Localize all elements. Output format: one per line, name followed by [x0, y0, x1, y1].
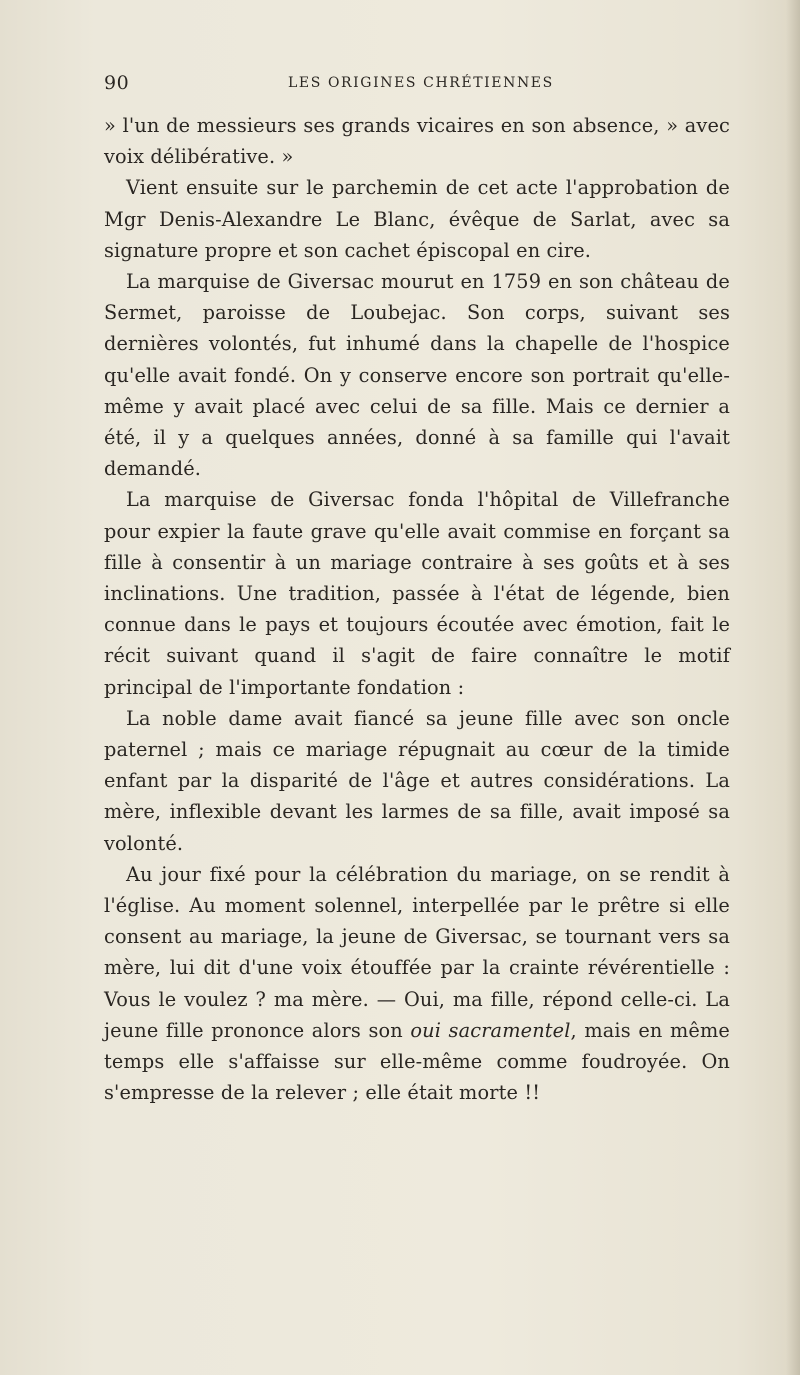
- page-number: 90: [104, 72, 130, 94]
- paragraph-engagement: La noble dame avait fiancé sa jeune fille avec son oncle paternel ; mais ce mariage répugnait au cœur de la timide enfant par la disparité de l'âge et autres considérations. La mère, inflexible devant les larmes de sa fille, avait imposé sa volonté.: [104, 706, 730, 855]
- page-header: [104, 72, 730, 98]
- paragraph-wedding: [104, 859, 730, 1109]
- paragraph-wedding-text-start: Au jour fixé pour la célébration du mariage, on se rendit à l'église. Au moment solennel, interpellée par le prêtre si elle consent au mariage, la jeune de Giversac, se tournant vers sa mère, lui dit d'une voix étouffée par la crainte révérentielle : Vous le voulez ? ma mère. — Oui, ma fille, répond celle-ci. La jeune fille prononce alors son: [104, 862, 730, 1042]
- paragraph-wedding-text-end: , mais en même temps elle s'affaisse sur elle-même comme foudroyée. On s'empresse de la relever ; elle était morte !!: [104, 1018, 730, 1105]
- paragraph-death-of-marquise: La marquise de Giversac mourut en 1759 en son château de Sermet, paroisse de Loubejac. Son corps, suivant ses dernières volontés, fut inhumé dans la chapelle de l'hospice qu'elle avait fondé. On y conserve encore son portrait qu'elle-même y avait placé avec celui de sa fille. Mais ce dernier a été, il y a quelques années, donné à sa famille qui l'avait demandé.: [104, 270, 730, 481]
- running-title: LES ORIGINES CHRÉTIENNES: [288, 75, 554, 91]
- paragraph-hospital-founding: La marquise de Giversac fonda l'hôpital de Villefranche pour expier la faute grave qu'elle avait commise en forçant sa fille à consentir à un mariage contraire à ses goûts et à ses inclinations. Une tradition, passée à l'état de légende, bien connue dans le pays et toujours écoutée avec émotion, fait le récit suivant quand il s'agit de faire connaître le motif principal de l'importante fondation :: [104, 488, 730, 699]
- paragraph-continuation: » l'un de messieurs ses grands vicaires en son absence, » avec voix délibérative. »: [104, 114, 730, 169]
- page-edge-shadow: [786, 0, 800, 1375]
- italic-phrase: oui sacramentel: [410, 1018, 571, 1042]
- body-text: [104, 110, 730, 1109]
- paragraph-approbation: Vient ensuite sur le parchemin de cet acte l'approbation de Mgr Denis-Alexandre Le Blanc, évêque de Sarlat, avec sa signature propre et son cachet épiscopal en cire.: [104, 176, 730, 262]
